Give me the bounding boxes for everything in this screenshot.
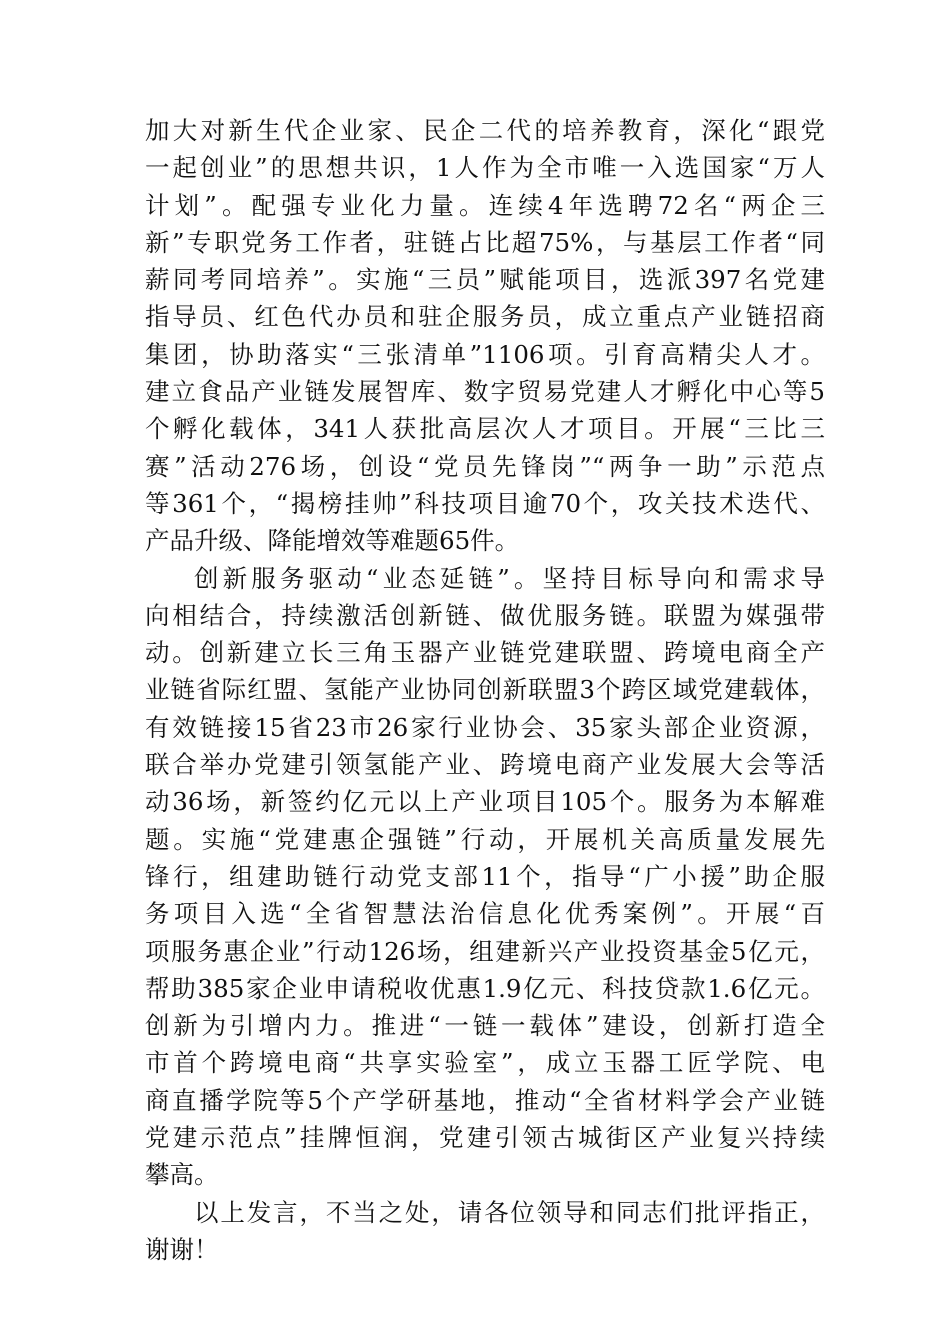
paragraph-service (145, 560, 825, 1194)
text-line: 业链省际红盟、氢能产业协同创新联盟3个跨区域党建载体， (145, 675, 825, 705)
text-line: 集团，协助落实“三张清单”1106项。引育高精尖人才。 (145, 339, 825, 369)
text-line: 务项目入选“全省智慧法治信息化优秀案例”。开展“百 (145, 899, 825, 929)
document-body (145, 112, 825, 1268)
text-line: 等361个，“揭榜挂帅”科技项目逾70个，攻关技术迭代、 (145, 488, 825, 518)
text-line: 赛”活动276场，创设“党员先锋岗”“两争一助”示范点 (145, 451, 825, 481)
paragraph-talent (145, 112, 825, 560)
text-line: 个孵化载体，341人获批高层次人才项目。开展“三比三 (145, 414, 825, 444)
text-line: 有效链接15省23市26家行业协会、35家头部企业资源， (145, 712, 825, 742)
text-line: 锋行，组建助链行动党支部11个，指导“广小援”助企服 (145, 861, 825, 891)
text-line: 薪同考同培养”。实施“三员”赋能项目，选派397名党建 (145, 265, 825, 295)
text-line: 动36场，新签约亿元以上产业项目105个。服务为本解难 (145, 787, 825, 817)
text-line: 谢谢！ (145, 1234, 219, 1264)
text-line: 指导员、红色代办员和驻企服务员，成立重点产业链招商 (145, 302, 825, 332)
text-line: 动。创新建立长三角玉器产业链党建联盟、跨境电商全产 (145, 638, 825, 668)
text-line: 帮助385家企业申请税收优惠1.9亿元、科技贷款1.6亿元。 (145, 973, 825, 1003)
paragraph-closing (145, 1194, 825, 1269)
text-line: 党建示范点”挂牌恒润，党建引领古城街区产业复兴持续 (145, 1123, 825, 1153)
text-line: 创新服务驱动“业态延链”。坚持目标导向和需求导 (194, 563, 825, 593)
text-line: 创新为引增内力。推进“一链一载体”建设，创新打造全 (145, 1011, 825, 1041)
text-line: 题。实施“党建惠企强链”行动，开展机关高质量发展先 (145, 824, 825, 854)
text-line: 产品升级、降能增效等难题65件。 (145, 526, 520, 556)
text-line: 计划”。配强专业化力量。连续4年选聘72名“两企三 (145, 190, 825, 220)
text-line: 新”专职党务工作者，驻链占比超75%，与基层工作者“同 (145, 227, 825, 257)
text-line: 建立食品产业链发展智库、数字贸易党建人才孵化中心等5 (145, 377, 825, 407)
text-line: 项服务惠企业”行动126场，组建新兴产业投资基金5亿元， (145, 936, 825, 966)
text-line: 以上发言，不当之处，请各位领导和同志们批评指正， (194, 1197, 825, 1227)
text-line: 攀高。 (145, 1160, 219, 1190)
text-line: 加大对新生代企业家、民企二代的培养教育，深化“跟党 (145, 116, 825, 145)
text-line: 一起创业”的思想共识，1人作为全市唯一入选国家“万人 (145, 153, 825, 183)
text-line: 市首个跨境电商“共享实验室”，成立玉器工匠学院、电 (145, 1048, 825, 1078)
text-line: 向相结合，持续激活创新链、做优服务链。联盟为媒强带 (145, 600, 825, 630)
text-line: 联合举办党建引领氢能产业、跨境电商产业发展大会等活 (145, 750, 825, 780)
text-line: 商直播学院等5个产学研基地，推动“全省材料学会产业链 (145, 1085, 825, 1115)
